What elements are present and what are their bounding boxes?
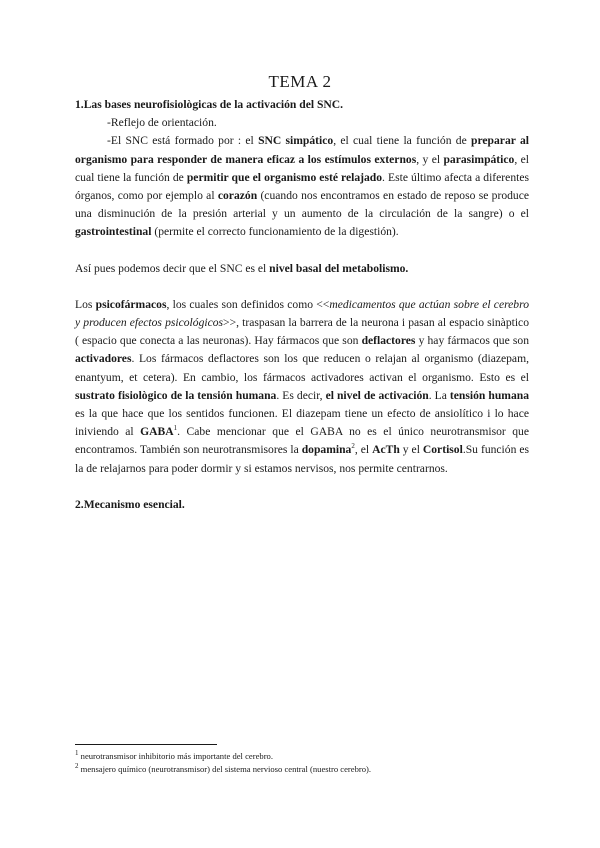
footnote-ref-1: 1 (173, 424, 178, 433)
section-heading-2: 2.Mecanismo esencial. (75, 497, 185, 511)
section-heading-1: 1.Las bases neurofisiològicas de la activación del SNC. (75, 98, 344, 111)
document-body (75, 96, 529, 514)
bullet-reflejo: -Reflejo de orientación. (107, 116, 217, 130)
footnote-2: $^2$ mensajero químico (neurotransmisor) del sistema nervioso central (nuestro cerebro). (75, 762, 372, 774)
paragraph-snc: -El SNC está formado por : el SNC simpático, el cual tiene la función de preparar al organismo para responder de manera eficaz a los estímulos externos, y el parasimpático, el cual tiene la función de permitir que el organismo esté relajado. Este último afecta a diferentes órganos, como por ejemplo al corazón (cuando nos encontramos en estado de reposo se produce una disminución de la presión arterial y un aumento de la circulación de la sangre) o el gastrointestinal (permite el correcto funcionamiento de la digestión). (75, 134, 530, 239)
footnote-ref-2: 2 (351, 442, 355, 451)
footnote-divider (75, 744, 217, 745)
footnote-1: $^1$ neurotransmisor inhibitorio más importante del cerebro. (75, 749, 274, 761)
page-title: TEMA 2 (268, 72, 332, 91)
paragraph-nivel-basal: Así pues podemos decir que el SNC es el nivel basal del metabolismo. (75, 261, 409, 275)
paragraph-psicofarmacos: Los psicofármacos, los cuales son definidos como <<medicamentos que actúan sobre el cerebro y producen efectos psicológicos>>, traspasan la barrera de la neurona i pasan al espacio sinàptico ( espacio que conecta a las neuronas). Hay fármacos que son deflactores y hay fármacos que son activadores. Los fármacos deflactores son los que reducen o relajan al organismo (diazepam, enantyum, et cetera). En cambio, los fármacos activadores activan el organismo. Esto es el sustrato fisiològico de la tensión humana. Es decir, el nivel de activación. La tensión humana es la que hace que los sentidos funcionen. El diazepam tiene un efecto de ansiolítico i lo hace iniviendo al GABA$^1$. Cabe mencionar que el GABA no es el único neurotransmisor que encontramos. También son neurotransmisores la dopamina$^2$, el AcTh y el Cortisol.Su función es la de relajarnos para poder dormir y si estamos nervisos, nos permite centrarnos. (75, 297, 530, 475)
footnotes (75, 750, 529, 776)
